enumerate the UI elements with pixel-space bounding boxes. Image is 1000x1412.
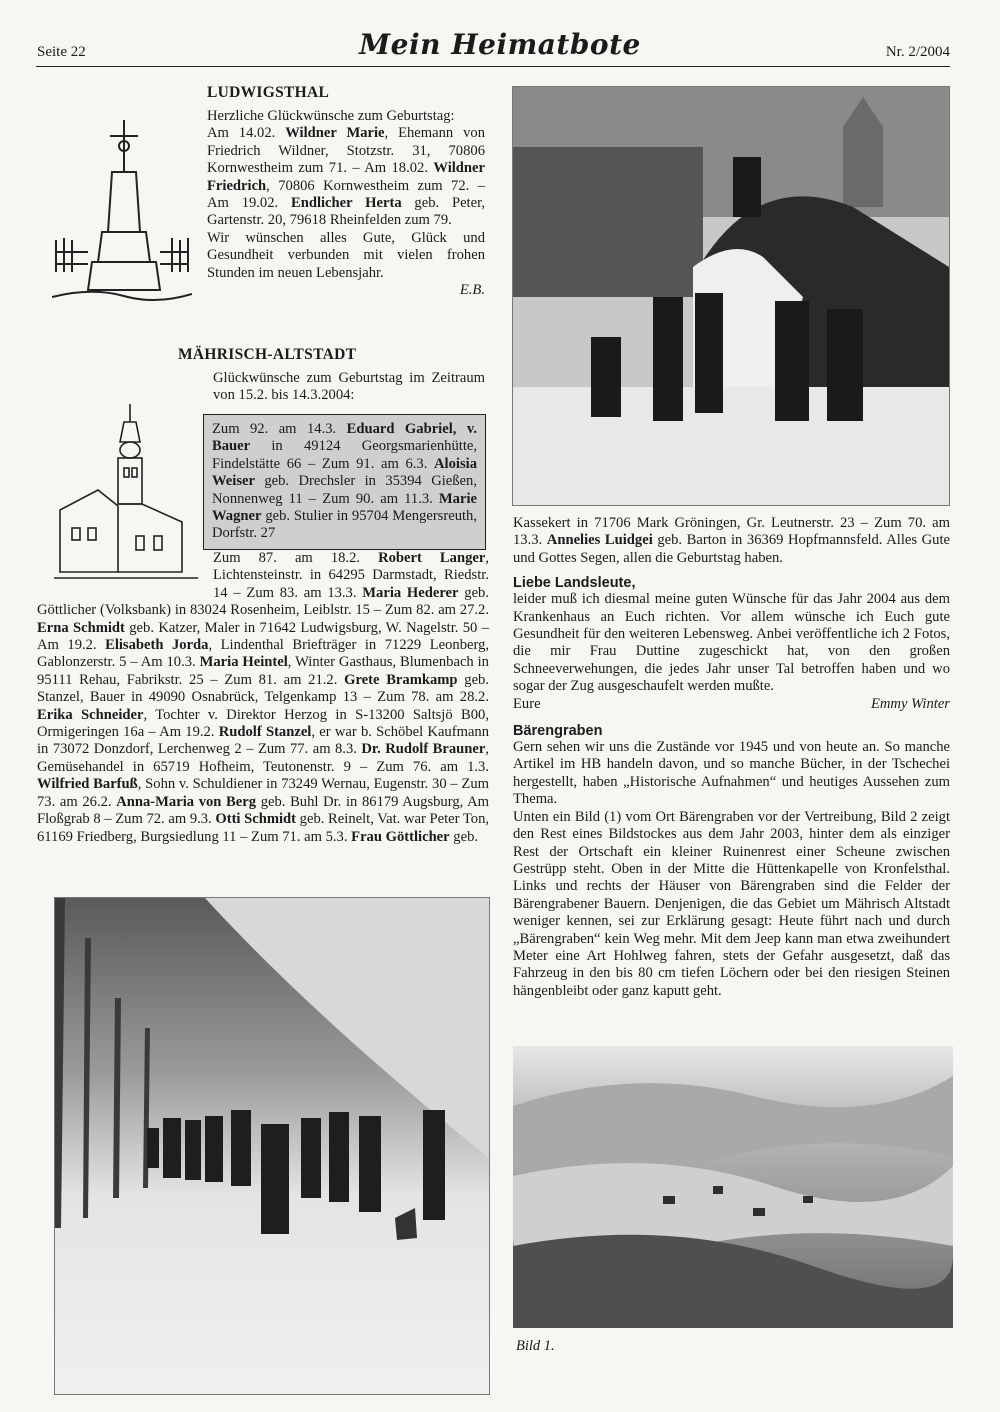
signoff-author: Emmy Winter — [870, 695, 950, 712]
person-name: Erika Schneider — [37, 706, 144, 723]
person-name: Aloisia Weiser — [212, 455, 477, 490]
person-name: Rudolf Stanzel — [218, 724, 312, 741]
person-name: Erna Schmidt — [37, 619, 125, 636]
person-name: Maria Hederer — [362, 584, 459, 601]
person-name: Marie Wagner — [212, 490, 477, 525]
ludwigsthal-wish: Wir wünschen alles Gute, Glück und Gesundheit verbunden mit vielen frohen Stunden im neuen Lebensjahr. E.B. — [207, 229, 485, 299]
person-name: Wilfried Barfuß — [37, 776, 138, 793]
baerengraben-para-2: Unten ein Bild (1) vom Ort Bärengraben vor der Vertreibung, Bild 2 zeigt den Rest eines Bildstockes aus dem Jahr 2003, hinter dem als einziger Rest der Ortschaft ein kleiner Ruinenrest einer Scheune zwischen Gestrüpp steht. Oben in der Mitte die Hüttenkapelle von Kronfelsthal. Links und rechts der Häuser von Bärengraben sind die Felder der Bärengrabener Bauern. Denjenigen, die das Gebiet um Mährisch Altstadt weniger kennen, sei zur Erklärung gesagt: Heute führt nach und durch „Bärengraben“ kein Weg mehr. Mit dem Jeep kann man etwa zweihundert Meter eine Art Hohlweg fahren, stets der Gefahr ausgesetzt, daß das Fahrzeug in den bis 80 cm tiefen Löchern oder bei den riesigen Steinen hängenbleibt oder ganz kaputt geht. — [513, 808, 950, 999]
photo-snow-shovelers — [54, 897, 490, 1395]
person-name: Maria Heintel — [199, 654, 288, 671]
person-name: Frau Göttlicher — [351, 828, 450, 845]
altstadt-highlight-box: Zum 92. am 14.3. Eduard Gabriel, v. Bauer in 49124 Georgsmarienhütte, Findelstätte 66 – Zum 91. am 6.3. Aloisia Weiser geb. Drechsler in 35394 Gießen, Nonnenweg 11 – Zum 90. am 11.3. Marie Wagner geb. Stulier in 95704 Mengersreuth, Dorfstr. 27 — [203, 414, 486, 550]
altstadt-birthday-list: Zum 87. am 18.2. Robert Langer, Lichtensteinstr. in 64295 Darmstadt, Riedstr. 14 – Zum 83. am 13.3. Maria Hederer geb. Göttlicher (Volksbank) in 83024 Rosenheim, Leiblstr. 15 – Zum 82. am 27.2. Erna Schmidt geb. Katzer, Maler in 71642 Ludwigsburg, W. Nagelstr. 50 – Am 19.2. Elisabeth Jorda, Lindenthal Briefträger in 71229 Leonberg, Gablonzerstr. 5 – Am 10.3. Maria Heintel, Winter Gasthaus, Blumenbach in 95111 Rehau, Fabrikstr. 25 – Zum 81. am 21.2. Grete Bramkamp geb. Stanzel, Bauer in 49090 Osnabrück, Telgenkamp 13 – Zum 78. am 28.2. Erika Schneider, Tochter v. Direktor Herzog in S-13200 Saltsjö B00, Ormigeringen 16a – Am 19.2. Rudolf Stanzel, er war b. Schöbel Kaufmann in 73072 Donzdorf, Lerchenweg 2 – Zum 77. am 8.3. Dr. Rudolf Brauner, Gemüsehandel in 65719 Hofheim, Teutonenstr. 9 – Zum 76. am 1.3. Wilfried Barfuß, Sohn v. Schuldiener in 73249 Wernau, Eugenstr. 30 – Zum 73. am 26.2. Anna-Maria von Berg geb. Buhl Dr. in 86179 Augsburg, Am Floßgrab 8 – Zum 72. am 9.3. Otti Schmidt geb. Reinelt, Vat. war Peter Ton, 61169 Friedberg, Burgsiedlung 11 – Zum 71. am 5.3. Frau Göttlicher geb. — [37, 550, 490, 845]
masthead-title: Mein Heimatbote — [359, 28, 641, 61]
baerengraben-heading: Bärengraben — [513, 723, 603, 740]
birthday-continuation: Kassekert in 71706 Mark Gröningen, Gr. Leutnerstr. 23 – Zum 70. am 13.3. Annelies Luidgei geb. Barton in 36369 Hopfmannsfeld. Alles Gute und Gottes Segen, allen die Geburtstag haben. — [513, 515, 951, 566]
person-name: Eduard Gabriel, v. Bauer — [212, 421, 477, 455]
photo-baerengraben-valley — [513, 1046, 953, 1328]
ludwigsthal-intro: Herzliche Glückwünsche zum Geburtstag: — [207, 108, 455, 124]
float-spacer — [37, 550, 213, 602]
issue-number: Nr. 2/2004 — [885, 44, 950, 60]
photo-caption: Bild 1. — [516, 1338, 555, 1354]
header-rule — [36, 66, 950, 67]
person-name: Wildner Friedrich — [207, 160, 485, 194]
person-name: Dr. Rudolf Brauner — [361, 741, 486, 758]
signoff-left: Eure — [513, 695, 541, 712]
landsleute-heading: Liebe Landsleute, — [513, 575, 636, 592]
person-name: Anna-Maria von Berg — [116, 793, 257, 810]
ludwigsthal-birthdays: Am 14.02. Wildner Marie, Ehemann von Friedrich Wildner, Stotzstr. 31, 70806 Kornwestheim zum 71. – Am 18.02. Wildner Friedrich, 70806 Kornwestheim zum 72. – Am 19.02. Endlicher Herta geb. Peter, Gartenstr. 20, 79618 Rheinfelden zum 79. — [207, 125, 486, 229]
person-name: Elisabeth Jorda — [105, 637, 209, 654]
section-title-altstadt: MÄHRISCH-ALTSTADT — [178, 346, 357, 363]
section-ludwigsthal — [207, 84, 485, 299]
wayside-cross-illustration — [52, 112, 192, 304]
right-column — [513, 515, 950, 1000]
person-name: Endlicher Herta — [290, 195, 402, 212]
landsleute-text: leider muß ich diesmal meine guten Wünsche für das Jahr 2004 aus dem Krankenhaus an Euch richten. Vor allem wünsche ich Euch gute Gesundheit für den weiteren Lebensweg. Anbei veröffentliche ich 2 Fotos, die mir Frau Duttine zugeschickt hat, von den großen Schneeverwehungen, die jedes Jahr unser Tal betroffen haben und wo sogar der Zug ausgeschaufelt werden mußte. — [513, 591, 950, 695]
altstadt-intro: Glückwünsche zum Geburtstag im Zeitraum von 15.2. bis 14.3.2004: — [213, 370, 485, 404]
ludwigsthal-signature: E.B. — [459, 282, 485, 299]
person-name: Wildner Marie — [285, 125, 385, 142]
page-number: Seite 22 — [37, 44, 86, 60]
section-title-ludwigsthal: LUDWIGSTHAL — [207, 84, 330, 101]
photo-snowed-locomotive — [512, 86, 950, 506]
landsleute-signoff — [513, 696, 950, 713]
person-name: Otti Schmidt — [215, 811, 297, 828]
person-name: Grete Bramkamp — [344, 671, 458, 688]
person-name: Annelies Luidgei — [546, 532, 653, 549]
baerengraben-para-1: Gern sehen wir uns die Zustände vor 1945 und von heute an. So manche Artikel im HB handeln davon, und so manche Bücher, in der Tschechei hergestellt, haben „Historische Aufnahmen“ und heutiges Aussehen zum Thema. — [513, 739, 950, 808]
person-name: Robert Langer — [378, 550, 486, 566]
